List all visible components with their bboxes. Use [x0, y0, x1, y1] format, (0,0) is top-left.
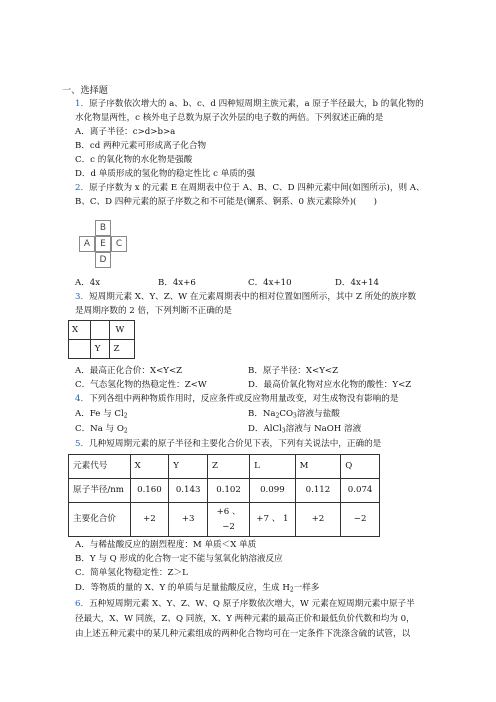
q3-option-b: B．原子半径：X<Y<Z [248, 366, 339, 376]
q3-position-table [68, 320, 135, 359]
header-element-code: 元素代号 [69, 455, 131, 479]
q4-option-c [75, 425, 128, 435]
valence-z [208, 503, 250, 537]
q1-stem-line-2: 水化物显两性，c 核外电子总数为原子次外层的电子数的两倍。下列叙述正确的是 [75, 113, 384, 123]
q5-element-table [68, 454, 380, 537]
valence-q: −2 [341, 503, 380, 537]
q4-stem: 下列各组中两种物质作用时，反应条件或反应物用量改变，对生成物没有影响的是 [89, 394, 399, 404]
q3-stem-1: 短周期元素 X、Y、Z、W 在元素周期表中的相对位置如图所示，其中 Z 所处的族序数 [89, 292, 417, 302]
q1-number: 1． [75, 99, 90, 109]
q3-stem-line-2: 是周期序数的 2 倍，下列判断不正确的是 [75, 306, 233, 316]
header-q: Q [341, 455, 380, 479]
q4-option-d-subscript: 3 [281, 427, 286, 435]
q2-option-a: A．4x [75, 278, 101, 288]
radius-q: 0.074 [341, 479, 380, 503]
q4-number: 4． [75, 394, 90, 404]
section-title: 一、选择题 [62, 85, 108, 96]
q5-option-d-subscript: 2 [289, 586, 294, 594]
q2-option-b: B．4x+6 [158, 278, 196, 288]
q4-option-a-subscript: 2 [123, 412, 128, 420]
q5-option-b: B．Y 与 Q 形成的化合物一定不能与氢氧化钠溶液反应 [75, 554, 283, 564]
q5-stem: 几种短周期元素的原子半径和主要化合价见下表，下列有关说法中，正确的是 [89, 439, 382, 449]
q6-stem-line-3: 由上述五种元素中的某几种元素组成的两种化合物均可在一定条件下洗涤含硫的试管，以 [75, 629, 411, 639]
q6-stem-1: 五种短周期元素 X、Y、Z、W、Q 原子序数依次增大，W 元素在短周期元素中原子半 [89, 599, 415, 609]
table-row-radius [69, 479, 380, 503]
q1-stem-line-1 [75, 100, 424, 109]
q2-stem-line-2: B、C、D 四种元素的原子序数之和不可能是(镧系、锕系、0 族元素除外)( ) [75, 197, 377, 207]
radius-l: 0.099 [250, 479, 296, 503]
q3-option-d: D．最高价氧化物对应水化物的酸性：Y<Z [248, 380, 412, 390]
q1-stem-1: 原子序数依次增大的 a、b、c、d 四种短周期主族元素，a 原子半径最大，b 的氧化物的 [89, 99, 424, 109]
radius-x: 0.160 [130, 479, 169, 503]
q2-option-d: D．4x+14 [335, 278, 379, 288]
header-z: Z [208, 455, 250, 479]
q5-option-a: A．与稀盐酸反应的剧烈程度：M 单质＜X 单质 [75, 540, 257, 550]
q4-option-b-text: B．Na [248, 409, 276, 419]
q3-option-c: C．气态氢化物的热稳定性：Z<W [75, 380, 207, 390]
header-l: L [250, 455, 296, 479]
cell-empty-2 [69, 340, 91, 359]
header-y: Y [169, 455, 208, 479]
q4-option-b-subscript-1: 2 [275, 412, 280, 420]
grid-cell-b: B [95, 220, 111, 236]
table-row-headers [69, 455, 380, 479]
q4-option-d-tail: 溶液与 NaOH 溶液 [285, 424, 362, 434]
q2-stem-1: 原子序数为 x 的元素 E 在周期表中位于 A、B、C、D 四种元素中间(如图所示)，则 A、 [89, 183, 425, 193]
radius-m: 0.112 [295, 479, 341, 503]
q4-option-d [248, 425, 361, 435]
q4-stem-line [75, 395, 398, 404]
q5-number: 5． [75, 439, 90, 449]
q4-option-b-subscript-2: 3 [293, 412, 297, 420]
q6-stem-line-1 [75, 600, 415, 609]
q2-option-c: C．4x+10 [248, 278, 292, 288]
grid-cell-a: A [79, 236, 95, 252]
q4-option-d-text: D．AlCl [248, 424, 282, 434]
header-x: X [130, 455, 169, 479]
q1-option-b: B．cd 两种元素可形成离子化合物 [75, 141, 207, 151]
valence-y: +3 [169, 503, 208, 537]
q5-option-c: C．简单氢化物稳定性：Z＞L [75, 568, 188, 578]
radius-z: 0.102 [208, 479, 250, 503]
q3-stem-line-1 [75, 293, 416, 302]
q4-option-b-tail: 溶液与盐酸 [296, 409, 340, 419]
q1-option-d: D．d 单质形成的氢化物的稳定性比 c 单质的强 [75, 169, 256, 179]
q1-option-a: A．离子半径：c>d>b>a [75, 127, 176, 137]
q4-option-b-rest: CO [279, 409, 294, 419]
q4-option-c-subscript: 2 [123, 427, 128, 435]
q3-number: 3． [75, 292, 90, 302]
cell-x: X [69, 321, 91, 340]
valence-m: +2 [295, 503, 341, 537]
q5-option-d-tail: 一样多 [293, 583, 320, 593]
grid-cell-c: C [111, 236, 127, 252]
valence-z-line-2: −2 [222, 521, 235, 532]
grid-cell-e: E [95, 236, 111, 252]
q5-stem-line [75, 440, 381, 449]
q2-number: 2． [75, 183, 90, 193]
radius-y: 0.143 [169, 479, 208, 503]
q4-option-c-text: C．Na 与 O [75, 424, 124, 434]
valence-l: +7 、 1 [250, 503, 296, 537]
valence-z-line-1: +6 、 [216, 506, 241, 517]
q4-option-a-text: A．Fe 与 Cl [75, 409, 124, 419]
q4-option-b [248, 410, 340, 420]
header-m: M [295, 455, 341, 479]
table-row-valence [69, 503, 380, 537]
q1-option-c: C．c 的氧化物的水化物是强酸 [75, 155, 193, 165]
q2-stem-line-1 [75, 184, 425, 193]
q4-option-a [75, 410, 128, 420]
valence-x: +2 [130, 503, 169, 537]
cell-empty-1 [90, 321, 110, 340]
q3-option-a: A．最高正化合价：X<Y<Z [75, 366, 183, 376]
cell-w: W [110, 321, 135, 340]
q5-option-d [75, 584, 319, 594]
valence-label: 主要化合价 [69, 503, 131, 537]
q5-option-d-text: D．等物质的量的 X、Y 的单质与足量盐酸反应，生成 H [75, 583, 290, 593]
radius-label: 原子半径/nm [69, 479, 131, 503]
grid-cell-d: D [95, 252, 111, 268]
cell-y: Y [90, 340, 110, 359]
q6-number: 6． [75, 599, 90, 609]
q6-stem-line-2: 径最大，X、W 同族，Z、Q 同族，X、Y 两种元素的最高正价和最低负价代数和均为 0， [75, 614, 415, 624]
cell-z: Z [110, 340, 135, 359]
